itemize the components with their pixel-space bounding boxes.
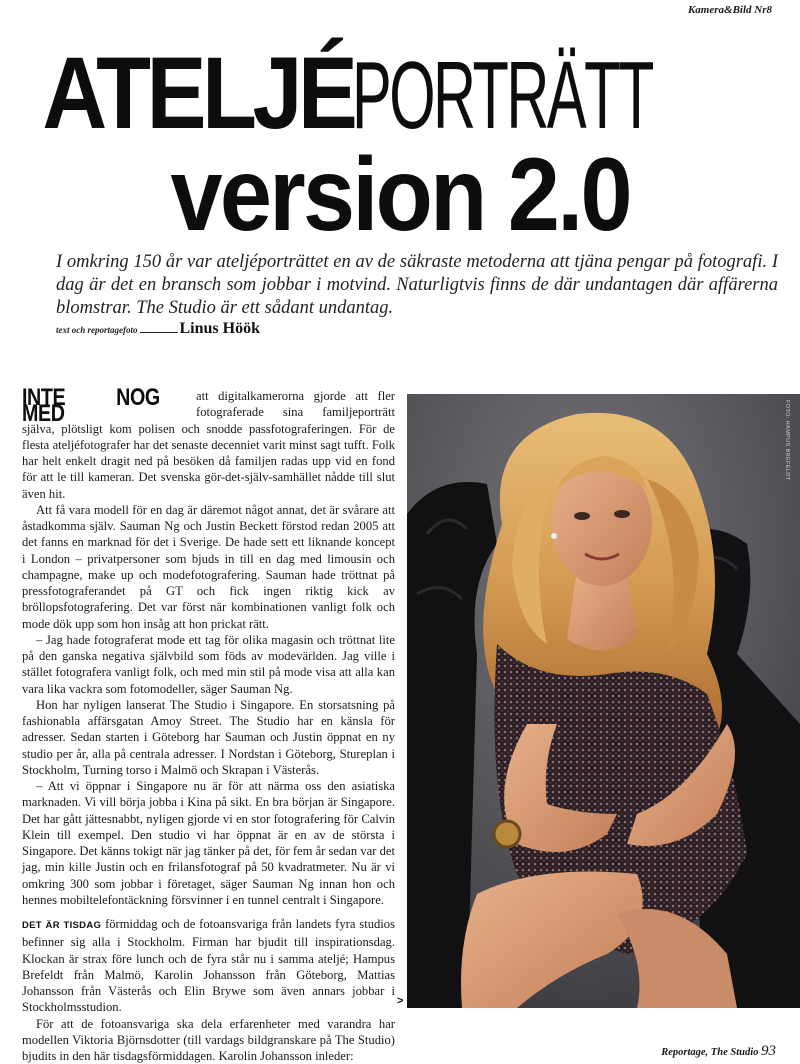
byline-rule: [140, 332, 178, 333]
article-paragraph-2: Att få vara modell för en dag är däremot något annat, det är svårare att åstadkomma själv. Sauman Ng och Justin Beckett förstod redan 2005 att det fanns en marknad för det i Sverige. De hade sett ett liknande koncept i London – privatpersoner som bjuds in till en dag med limousin och champagne, make up och modefotografering. Sauman hade tröttnat på pressfotograferandet på GT och fick ingen riktig kick av bröllopsfotografering. Det var först när kombinationen vanligt folk och mode dök upp som hon insåg att hon prickat rätt.: [22, 502, 395, 632]
article-paragraph-6: [22, 916, 395, 1016]
byline-author: Linus Höök: [180, 320, 260, 338]
footer-section: Reportage, The Studio: [661, 1047, 758, 1058]
headline-line-2: [0, 143, 800, 247]
byline-label: text och reportagefoto: [56, 325, 138, 335]
page-number: 93: [761, 1043, 776, 1059]
photo-credit: FOTO: HAMPUS BREFELDT: [780, 400, 790, 490]
byline: [56, 320, 260, 338]
article-paragraph-4: Hon har nyligen lanserat The Studio i Singapore. En storsatsning på fashionabla affärsgatan Amoy Street. The Studio har en känsla för adresser. Sedan starten i Göteborg har Sauman och Justin öppnat en ny studio per år, alla på centrala adresser. I Nordstan i Göteborg, Stureplan i Stockholm, Turning torso i Malmö och Skrapan i Västerås.: [22, 697, 395, 778]
headline-thin-word: PORTRÄTT: [352, 48, 652, 144]
watch: [494, 821, 520, 847]
portrait-illustration: [407, 394, 800, 1008]
continue-arrow-icon: >: [397, 995, 403, 1007]
headline-bold-word: ATELJÉ: [42, 42, 353, 144]
article-paragraph-6-text: förmiddag och de fotoansvariga från landets fyra studios befinner sig alla i Stockholm. Firman har bjudit till inspirationsdag. Klockan är strax före lunch och de fyra står nu i samma ateljé; Hampus Brefeldt från Malmö, Karolin Johansson från Göteborg, Mattias Johansson från Västerås och Elin Brywe som även annars jobbar i Stockholmsstudion.: [22, 917, 395, 1014]
article-paragraph-7: För att de fotoansvariga ska dela erfarenheter med varandra har modellen Viktoria Björnsdotter (till vardags bildgranskare på The Studio) bjudits in den här tisdagsförmiddagen. Karolin Johansson inleder:: [22, 1016, 395, 1064]
headline-line-1: [0, 42, 800, 144]
headline-version: version 2.0: [170, 143, 629, 247]
section-lead-in: DET ÄR TISDAG: [22, 920, 101, 931]
page-footer: [661, 1043, 776, 1060]
article-lead-in: INTE NOG MED: [22, 390, 160, 420]
article-paragraph-3: – Jag hade fotograferat mode ett tag för olika magasin och tröttnat lite på den ganska negativa självbild som föds av modevärlden. Jag ville i stället fotografera vanligt folk, och med min stil på mode visa att alla kan vara lika vackra som fotomodeller, säger Sauman Ng.: [22, 632, 395, 697]
portrait-photo: [407, 394, 800, 1008]
article-paragraph-1: [22, 388, 395, 502]
article-paragraph-5: – Att vi öppnar i Singapore nu är för att närma oss den asiatiska marknaden. Vi vill börja jobba i Kina på sikt. En bra början är Singapore. Det har gått jättesnabbt, nyligen gjorde vi en stor fotografering för Calvin Klein till exempel. Den studio vi har öppnat är en av de största i Singapore. Det känns tokigt när jag tänker på det, för fem år sedan var det jag, min kille Justin och en frilansfotograf på 50 kvadratmeter. Nu är vi omkring 300 som jobbar i företaget, säger Sauman Ng innan hon och hennes mobiltelefontäckning försvinner i en tunnel centralt i Singapore.: [22, 778, 395, 908]
magazine-header: Kamera&Bild Nr8: [688, 4, 772, 16]
article-body: [22, 388, 395, 1064]
article-paragraph-1-text: att digitalkamerorna gjorde att fler fotograferade sina familjeporträtt själva, plötsligt kom polisen och snodde passfotograferingen. För de flesta ateljéfotografer har det senaste decenniet varit minst sagt tufft. Folk har helt enkelt dragit ned på besöken då familjen radas upp vid en fond för att le till kameran. Det svenska gör-det-själv-samhället nådde till slut även hit.: [22, 389, 395, 501]
lede-paragraph: I omkring 150 år var ateljéporträttet en av de säkraste metoderna att tjäna pengar på fotografi. I dag är det en bransch som jobbar i motvind. Naturligtvis finns de där undantagen där affärerna blomstrar. The Studio är ett sådant undantag.: [56, 251, 778, 320]
